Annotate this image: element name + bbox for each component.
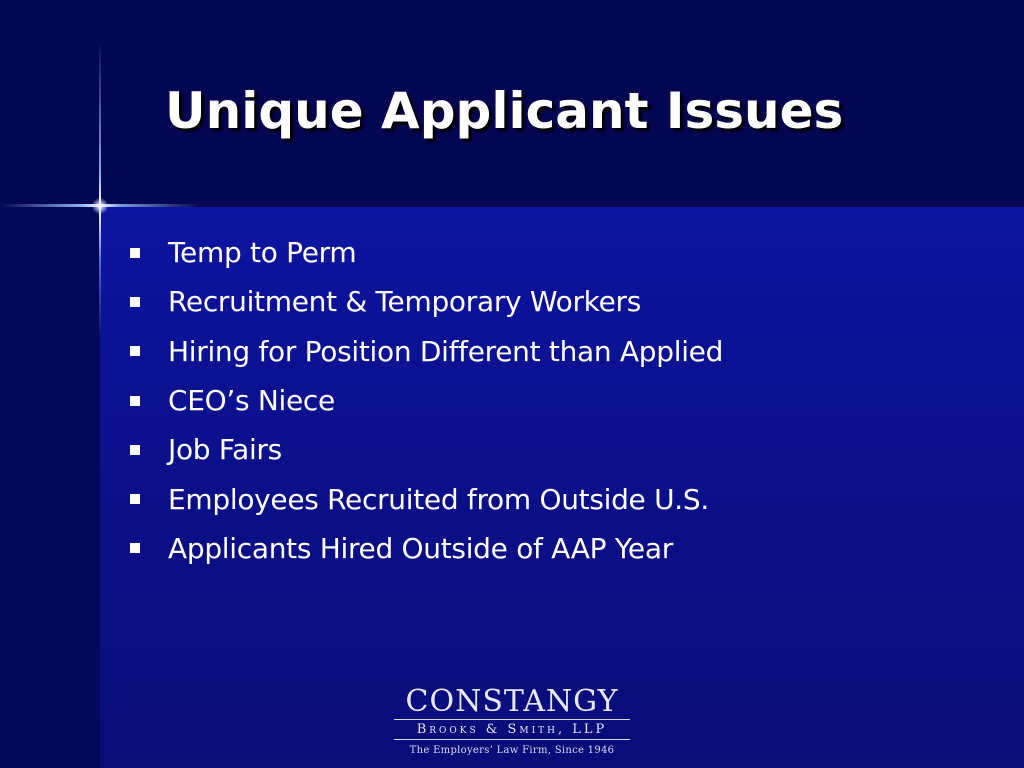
bullet-item (130, 327, 723, 376)
square-bullet-icon (130, 396, 140, 406)
slide-title: Unique Applicant Issues (165, 82, 844, 140)
vertical-light-line (99, 40, 101, 340)
bullet-text: CEO’s Niece (168, 384, 335, 418)
square-bullet-icon (130, 346, 140, 356)
star-sparkle-icon (92, 198, 108, 214)
bullet-text: Hiring for Position Different than Applied (168, 334, 724, 368)
bullet-text: Temp to Perm (168, 236, 357, 270)
firm-logo (392, 686, 632, 760)
bullet-item (130, 228, 723, 277)
logo-tagline: The Employers’ Law Firm, Since 1946 (409, 745, 615, 756)
square-bullet-icon (130, 543, 140, 553)
bullet-text: Employees Recruited from Outside U.S. (168, 482, 709, 516)
bullet-item (130, 425, 723, 474)
square-bullet-icon (130, 445, 140, 455)
square-bullet-icon (130, 494, 140, 504)
bullet-item (130, 277, 723, 326)
bullet-text: Job Fairs (168, 433, 282, 467)
logo-name: CONSTANGY (405, 684, 619, 719)
logo-divider (394, 719, 630, 720)
bullet-item (130, 524, 723, 573)
bullet-item (130, 474, 723, 523)
bullet-text: Recruitment & Temporary Workers (168, 285, 642, 319)
logo-subtitle: Brooks & Smith, LLP (416, 722, 608, 737)
logo-divider (394, 739, 630, 740)
bullet-list (130, 228, 723, 573)
left-band (0, 207, 100, 768)
square-bullet-icon (130, 248, 140, 258)
bullet-item (130, 376, 723, 425)
square-bullet-icon (130, 297, 140, 307)
bullet-text: Applicants Hired Outside of AAP Year (168, 531, 673, 565)
